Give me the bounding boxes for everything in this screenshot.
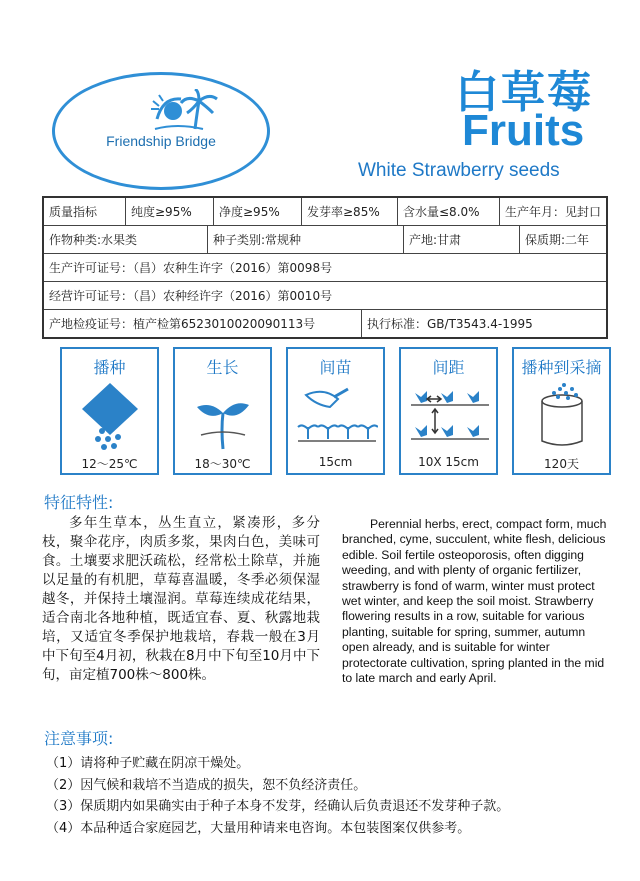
table-row — [44, 282, 606, 310]
card-value: 18～30℃ — [194, 457, 251, 471]
card-title: 生长 — [206, 358, 239, 377]
table-row — [44, 310, 606, 337]
table-cell: 生产年月：见封口 — [505, 205, 602, 219]
list-item: （3）保质期内如果确实由于种子本身不发芽，经确认后负责退还不发芽种子款。 — [46, 799, 510, 814]
notes-heading: 注意事项: — [44, 729, 114, 748]
brand-name: Friendship Bridge — [106, 133, 216, 149]
title-chinese: 白草莓 — [455, 67, 593, 118]
seed-pot-icon — [520, 379, 604, 451]
table-cell: 作物种类:水果类 — [44, 226, 208, 253]
brand-logo — [52, 72, 270, 190]
card-thinning — [286, 347, 385, 475]
list-item: （4）本品种适合家庭园艺，大量用种请来电咨询。本包装图案仅供参考。 — [46, 820, 471, 836]
table-cell: 纯度≥95% — [126, 198, 214, 225]
features-english: Perennial herbs, erect, compact form, much branched, cyme, succulent, white flesh, delicious edible. Soil fertile osteoporosis, often digging weeding, and with plenty of organic fertilizer, strawberry is fond of warm, winter must protect wet winter, and keep the soil moist. Strawberry flowering results in a row, suitable for various planting, suitable for spring, summer, autumn open already, and is suitable for winter protectorate cultivation, spring planted in the mid to late march and early April. — [342, 517, 607, 686]
table-cell: 经营许可证号：（昌）农种经许字（2016）第0010号 — [49, 289, 333, 303]
card-value: 120天 — [544, 457, 579, 471]
card-title: 间苗 — [319, 358, 352, 377]
features-chinese: 多年生草本，丛生直立，紧凑形，多分枝，聚伞花序，肉质多浆，果肉白色，美味可食。土壤要求肥沃疏松，经常松土除草，并施以足量的有机肥，草莓喜温暖，冬季必须保湿越冬，并保持土壤湿润。草莓连续成花结果，适合南北各地种植，既适宜春、夏、秋露地栽培，又适宜冬季保护地栽培，春栽一般在3月中下旬至4月初，秋栽在8月中下旬至10月中下旬，亩定植700株～800株。 — [42, 515, 320, 683]
card-title: 播种到采摘 — [521, 358, 602, 377]
sprout-icon — [181, 379, 265, 451]
table-cell: 种子类别:常规种 — [208, 226, 404, 253]
card-spacing — [399, 347, 498, 475]
card-growth — [173, 347, 272, 475]
card-title: 播种 — [93, 358, 126, 377]
table-row — [44, 254, 606, 282]
list-item: （1）请将种子贮藏在阴凉干燥处。 — [46, 756, 250, 771]
title-english: Fruits — [462, 106, 585, 155]
table-cell: 产地检疫证号：植产检第6523010020090113号 — [44, 310, 362, 337]
product-subtitle: White Strawberry seeds — [358, 160, 560, 181]
notes-list — [46, 753, 626, 839]
table-row — [44, 198, 606, 226]
info-table — [42, 196, 608, 339]
card-title: 间距 — [432, 358, 465, 377]
table-row — [44, 226, 606, 254]
table-cell: 净度≥95% — [214, 198, 302, 225]
card-value: 10X 15cm — [418, 455, 479, 469]
growing-guide — [60, 347, 608, 475]
thinning-icon — [294, 379, 378, 451]
sun-palm-icon — [147, 89, 219, 133]
card-harvest — [512, 347, 611, 475]
card-sowing — [60, 347, 159, 475]
sowing-icon — [68, 379, 152, 451]
features-heading: 特征特性: — [44, 493, 114, 512]
table-cell: 保质期:二年 — [525, 233, 590, 247]
table-cell: 质量指标 — [44, 198, 126, 225]
table-cell: 发芽率≥85% — [302, 198, 398, 225]
card-value: 12～25℃ — [81, 457, 138, 471]
table-cell: 含水量≤8.0% — [398, 198, 500, 225]
spacing-icon — [407, 379, 491, 451]
table-cell: 执行标准：GB/T3543.4-1995 — [367, 317, 533, 331]
table-cell: 产地:甘肃 — [404, 226, 520, 253]
list-item: （2）因气候和栽培不当造成的损失，恕不负经济责任。 — [46, 777, 367, 793]
card-value: 15cm — [318, 455, 353, 469]
table-cell: 生产许可证号：（昌）农种生许字（2016）第0098号 — [49, 261, 333, 275]
